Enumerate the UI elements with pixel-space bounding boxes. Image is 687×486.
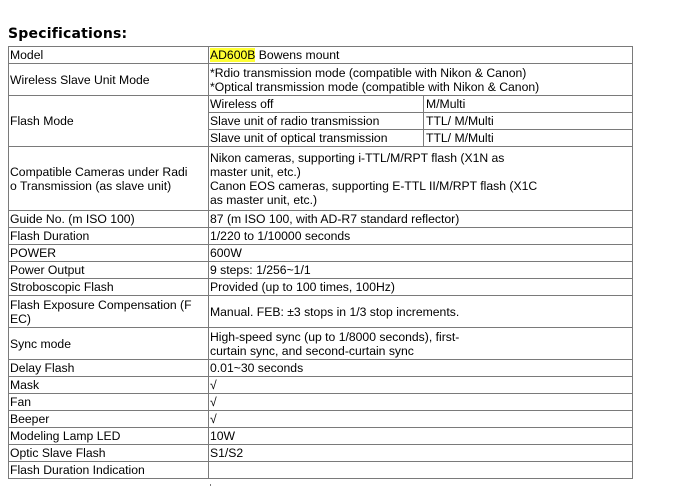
spec-value: Provided (up to 100 times, 100Hz) [209,279,633,296]
table-row-power [9,245,633,262]
sub-modes: TTL/ M/Multi [426,131,494,145]
sub-mode: Slave unit of radio transmission [210,113,424,129]
table-row-fec [9,296,633,328]
spec-label: Flash Duration Indication [9,462,209,479]
spec-value [209,96,633,147]
sub-modes: TTL/ M/Multi [426,114,494,128]
spec-label: Fan [9,394,209,411]
model-mount-text: Bowens mount [255,48,340,62]
spec-value: 0.01~30 seconds [209,360,633,377]
spec-label: Delay Flash [9,360,209,377]
table-row-beeper [9,411,633,428]
spec-value: 87 (m ISO 100, with AD-R7 standard reflector) [209,211,633,228]
spec-label: Sync mode [9,328,209,360]
table-row-duration-indication [9,462,633,479]
checkmark-value: √ [209,377,633,394]
label-line: EC) [10,311,31,326]
table-row-stroboscopic [9,279,633,296]
spec-value [209,147,633,211]
spec-label: Wireless Slave Unit Mode [9,64,209,96]
sub-modes: M/Multi [426,97,466,111]
spec-label: Modeling Lamp LED [9,428,209,445]
value-line: master unit, etc.) [210,164,301,179]
label-line: o Transmission (as slave unit) [10,178,172,193]
spec-label: Guide No. (m ISO 100) [9,211,209,228]
sub-row [209,113,632,130]
value-line: Nikon cameras, supporting i-TTL/M/RPT flash (X1N as [210,150,505,165]
value-line: Canon EOS cameras, supporting E-TTL II/M/RPT flash (X1C [210,178,538,193]
table-row-power-output [9,262,633,279]
sub-mode: Slave unit of optical transmission [210,130,424,146]
checkmark-value: √ [209,411,633,428]
spec-label: Model [9,47,209,64]
table-row-flash-mode [9,96,633,147]
table-row-delay-flash [9,360,633,377]
sub-row [209,130,632,146]
table-row-flash-duration [9,228,633,245]
specifications-table [8,46,633,479]
value-line: as master unit, etc.) [210,192,318,207]
spec-label: Beeper [9,411,209,428]
spec-value [209,64,633,96]
spec-label: Mask [9,377,209,394]
spec-label [9,296,209,328]
value-line: *Optical transmission mode (compatible with Nikon & Canon) [210,79,540,94]
spec-label: POWER [9,245,209,262]
table-row-wireless [9,64,633,96]
label-line: Compatible Cameras under Radi [10,164,188,179]
spec-value [209,462,633,479]
sub-row [209,96,632,113]
value-line: High-speed sync (up to 1/8000 seconds), first- [210,329,460,344]
spec-value [209,328,633,360]
value-line: curtain sync, and second-curtain sync [210,343,414,358]
sub-mode: Wireless off [210,96,424,112]
highlighted-model-text: AD600B [210,48,256,62]
table-row-modeling-lamp [9,428,633,445]
spec-value: S1/S2 [209,445,633,462]
table-row-mask [9,377,633,394]
page-heading: Specifications: [8,26,128,42]
spec-label: Flash Duration [9,228,209,245]
spec-value: Manual. FEB: ±3 stops in 1/3 stop increments. [209,296,633,328]
checkmark-value: √ [209,394,633,411]
table-row-sync-mode [9,328,633,360]
spec-value: 10W [209,428,633,445]
spec-label [9,147,209,211]
value-line: *Rdio transmission mode (compatible with Nikon & Canon) [210,65,527,80]
spec-value [209,47,633,64]
label-line: Flash Exposure Compensation (F [10,297,192,312]
table-row-model [9,47,633,64]
spec-label: Optic Slave Flash [9,445,209,462]
table-row-guide-no [9,211,633,228]
spec-value: 600W [209,245,633,262]
table-row-optic-slave [9,445,633,462]
table-row-compatible-cameras [9,147,633,211]
spec-label: Flash Mode [9,96,209,147]
spec-label: Power Output [9,262,209,279]
spec-label: Stroboscopic Flash [9,279,209,296]
table-row-fan [9,394,633,411]
spec-value: 1/220 to 1/10000 seconds [209,228,633,245]
spec-value: 9 steps: 1/256~1/1 [209,262,633,279]
